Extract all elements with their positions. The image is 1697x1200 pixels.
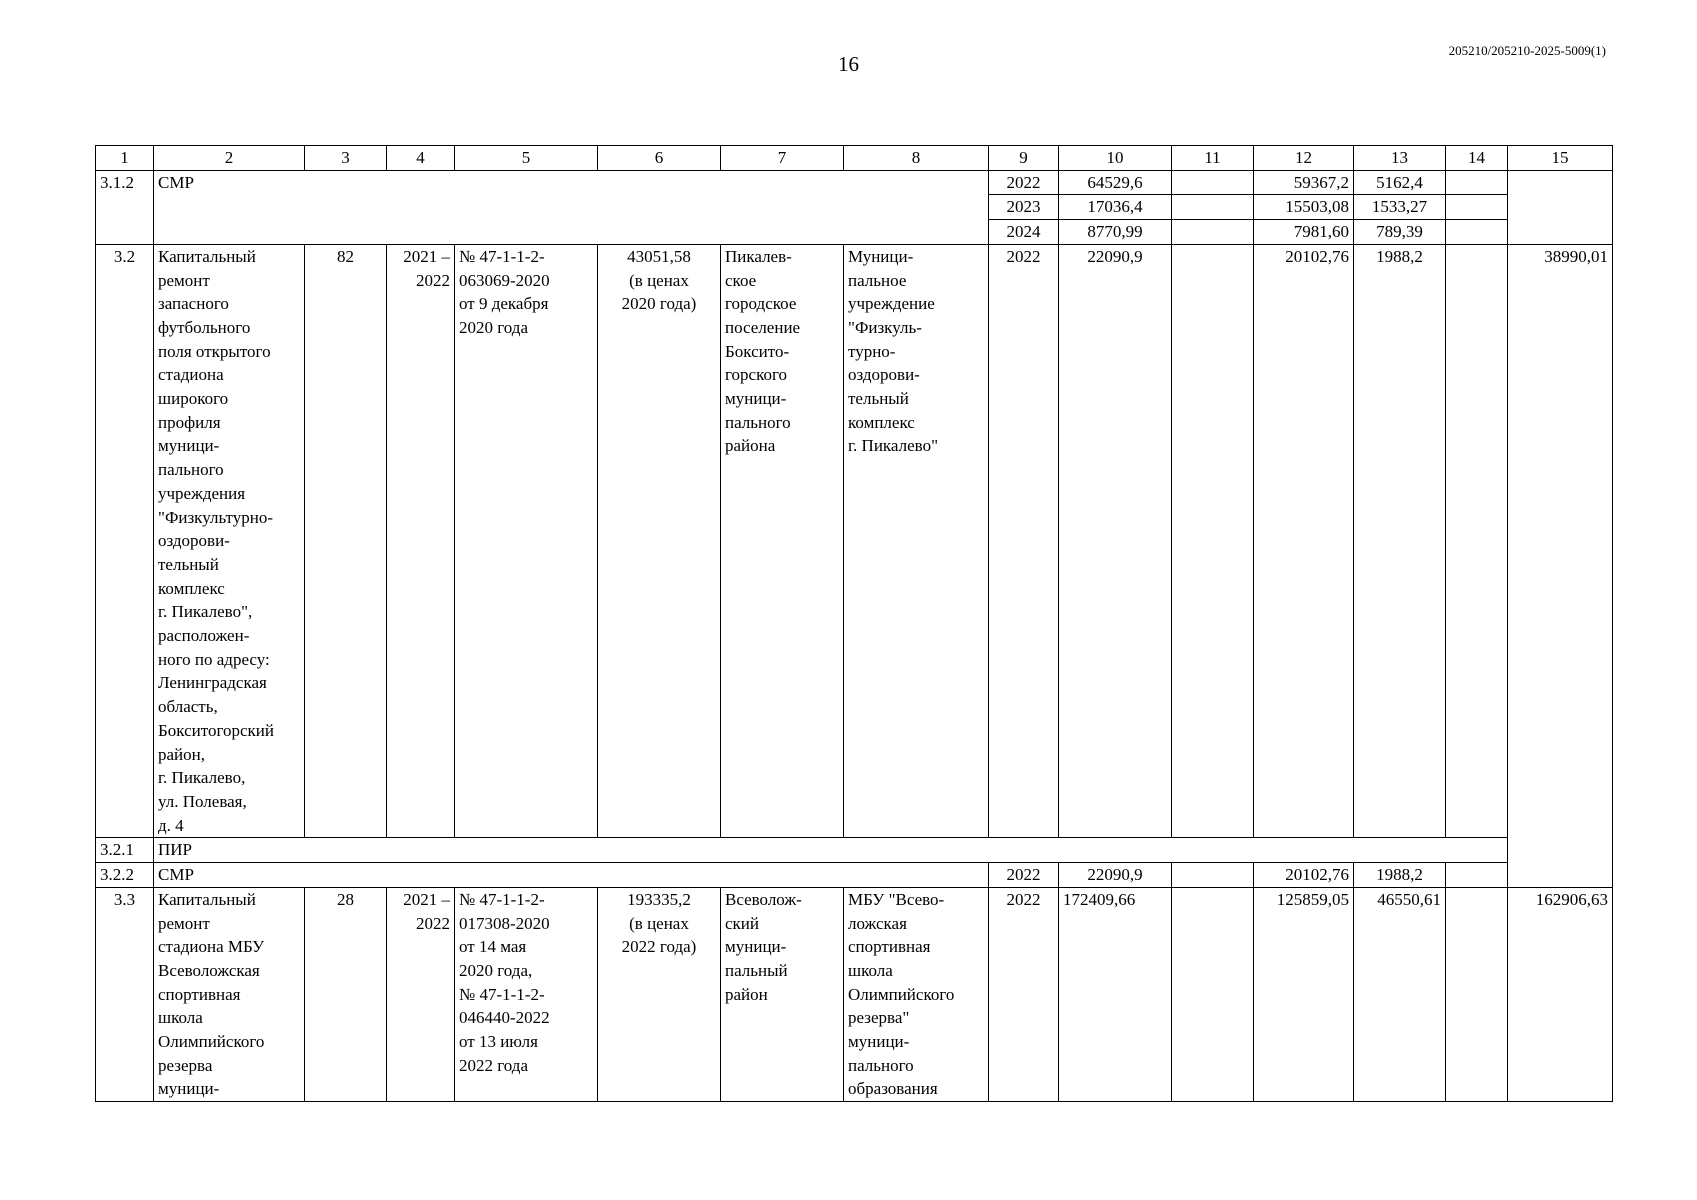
- value-cell: 5162,4: [1354, 170, 1446, 195]
- row-number: 3.2: [96, 244, 154, 838]
- period-cell: 2021 – 2022: [387, 244, 455, 838]
- value-cell: 20102,76: [1254, 244, 1354, 838]
- expertise-cell: № 47-1-1-2- 063069-2020 от 9 декабря 2020 года: [455, 244, 598, 838]
- object-name: Капитальный ремонт запасного футбольного поля открытого стадиона широкого профиля муници- пального учреждения "Физкультурно- оздорови- тельный комплекс г. Пикалево", расположен- ного по адресу: Ленинградская область, Бокситогорский район, г. Пикалево, ул. Полевая, д. 4: [154, 244, 305, 838]
- row-label: СМР: [154, 863, 989, 888]
- value-cell: 1988,2: [1354, 863, 1446, 888]
- table-row: [96, 887, 1613, 1101]
- document-id: 205210/205210-2025-5009(1): [1448, 43, 1606, 58]
- value-cell: 7981,60: [1254, 220, 1354, 245]
- header-row: [96, 146, 1613, 171]
- table-row: [96, 863, 1613, 888]
- value-cell: 8770,99: [1059, 220, 1172, 245]
- cost-cell: 43051,58 (в ценах 2020 года): [598, 244, 721, 838]
- row-label: ПИР: [154, 838, 1508, 863]
- header-cell: 12: [1254, 146, 1354, 171]
- header-cell: 2: [154, 146, 305, 171]
- value-cell: [1446, 863, 1508, 888]
- value-cell: [1172, 887, 1254, 1101]
- row-number: 3.2.1: [96, 838, 154, 863]
- value-cell: [1172, 220, 1254, 245]
- value-cell: [1446, 887, 1508, 1101]
- year-cell: 2022: [989, 170, 1059, 195]
- value-cell: 22090,9: [1059, 863, 1172, 888]
- header-cell: 8: [844, 146, 989, 171]
- value-cell: 82: [305, 244, 387, 838]
- value-cell: [1172, 244, 1254, 838]
- value-cell: 17036,4: [1059, 195, 1172, 220]
- value-cell: [1446, 244, 1508, 838]
- row-number: 3.2.2: [96, 863, 154, 888]
- row-label: СМР: [154, 170, 989, 244]
- year-cell: 2022: [989, 887, 1059, 1101]
- customer-cell: МБУ "Всево- ложская спортивная школа Олимпийского резерва" муници- пального образования: [844, 887, 989, 1101]
- header-cell: 10: [1059, 146, 1172, 171]
- object-name: Капитальный ремонт стадиона МБУ Всеволожская спортивная школа Олимпийского резерва муници-: [154, 887, 305, 1101]
- value-cell: [1446, 170, 1508, 195]
- page-number: 16: [838, 52, 859, 76]
- value-cell: 59367,2: [1254, 170, 1354, 195]
- header-cell: 4: [387, 146, 455, 171]
- header-cell: 1: [96, 146, 154, 171]
- year-cell: 2022: [989, 863, 1059, 888]
- value-cell: 162906,63: [1508, 887, 1613, 1101]
- row-number: 3.3: [96, 887, 154, 1101]
- value-cell: 64529,6: [1059, 170, 1172, 195]
- table-row: [96, 244, 1613, 838]
- value-cell: 15503,08: [1254, 195, 1354, 220]
- header-cell: 15: [1508, 146, 1613, 171]
- table-row: [96, 170, 1613, 195]
- row-number: 3.1.2: [96, 170, 154, 244]
- cost-cell: 193335,2 (в ценах 2022 года): [598, 887, 721, 1101]
- expertise-cell: № 47-1-1-2- 017308-2020 от 14 мая 2020 года, № 47-1-1-2- 046440-2022 от 13 июля 2022 года: [455, 887, 598, 1101]
- municipality-cell: Всеволож- ский муници- пальный район: [721, 887, 844, 1101]
- value-cell: 22090,9: [1059, 244, 1172, 838]
- value-cell: 1533,27: [1354, 195, 1446, 220]
- value-cell: [1172, 170, 1254, 195]
- value-cell: [1446, 195, 1508, 220]
- value-cell: 20102,76: [1254, 863, 1354, 888]
- header-cell: 13: [1354, 146, 1446, 171]
- header-cell: 11: [1172, 146, 1254, 171]
- year-cell: 2022: [989, 244, 1059, 838]
- value-cell: [1446, 220, 1508, 245]
- year-cell: 2023: [989, 195, 1059, 220]
- header-cell: 3: [305, 146, 387, 171]
- value-cell: [1172, 195, 1254, 220]
- investment-table: [95, 145, 1613, 1102]
- value-cell: 38990,01: [1508, 244, 1613, 887]
- table-row: [96, 838, 1613, 863]
- value-cell: 789,39: [1354, 220, 1446, 245]
- value-cell: [1508, 170, 1613, 244]
- header-cell: 5: [455, 146, 598, 171]
- header-cell: 9: [989, 146, 1059, 171]
- municipality-cell: Пикалев- ское городское поселение Боксито- горского муници- пального района: [721, 244, 844, 838]
- value-cell: 1988,2: [1354, 244, 1446, 838]
- value-cell: [1172, 863, 1254, 888]
- value-cell: 28: [305, 887, 387, 1101]
- customer-cell: Муници- пальное учреждение "Физкуль- турно- оздорови- тельный комплекс г. Пикалево": [844, 244, 989, 838]
- header-cell: 14: [1446, 146, 1508, 171]
- year-cell: 2024: [989, 220, 1059, 245]
- header-cell: 6: [598, 146, 721, 171]
- period-cell: 2021 – 2022: [387, 887, 455, 1101]
- value-cell: 125859,05: [1254, 887, 1354, 1101]
- value-cell: 172409,66: [1059, 887, 1172, 1101]
- value-cell: 46550,61: [1354, 887, 1446, 1101]
- header-cell: 7: [721, 146, 844, 171]
